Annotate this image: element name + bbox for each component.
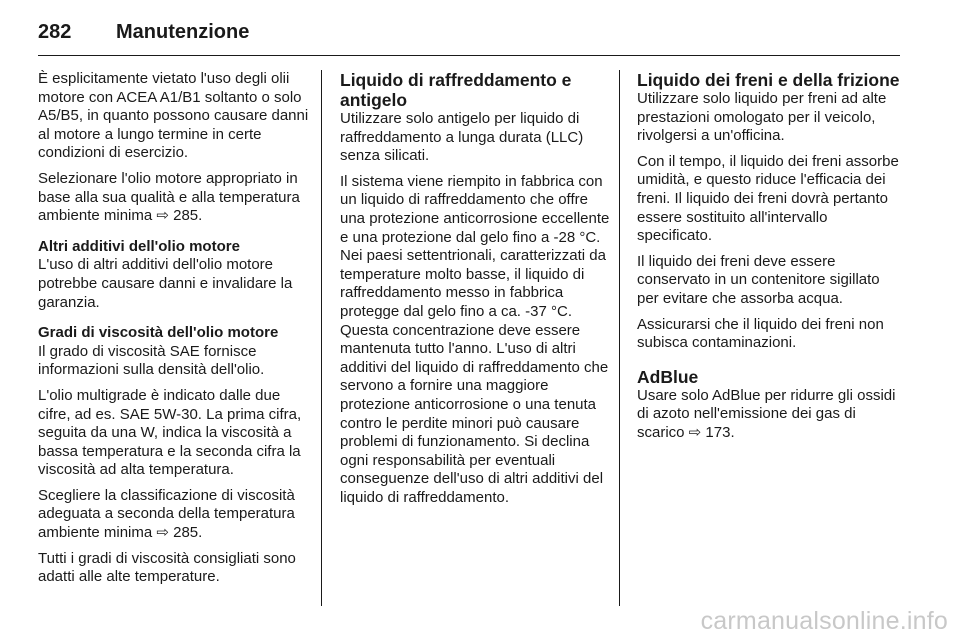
brake-fluid-heading: Liquido dei freni e della frizione (637, 70, 900, 90)
watermark: carmanualsonline.info (700, 607, 948, 635)
brake-fluid-paragraph-2: Con il tempo, il liquido dei freni assorbe umidità, e questo riduce l'efficacia dei freni. Il liquido dei freni dovrà pertanto essere sostituito all'intervallo specificato. (637, 152, 899, 245)
column-1 (38, 70, 310, 594)
additives-heading: Altri additivi dell'olio motore (38, 237, 240, 255)
brake-fluid-paragraph-1: Utilizzare solo liquido per freni ad alte prestazioni omologato per il veicolo, rivolgersi a un'officina. (637, 90, 887, 145)
column-2 (340, 70, 610, 514)
adblue-heading: AdBlue (637, 366, 699, 387)
column-divider-2 (619, 70, 620, 606)
column-divider-1 (321, 70, 322, 606)
coolant-heading: Liquido di raffreddamento e antigelo (340, 70, 572, 110)
adblue-paragraph: Usare solo AdBlue per ridurre gli ossidi di azoto nell'emissione dei gas di scarico ⇨ 173. (637, 386, 896, 441)
coolant-paragraph-2: Il sistema viene riempito in fabbrica con un liquido di raffreddamento che offre una protezione anticorrosione eccellente e una protezione dal gelo fino a -28 °C. Nei paesi settentrionali, caratterizzati da temperature molto basse, il liquido di raffreddamento messo in fabbrica protegge dal gelo fino a ca. -37 °C. Questa concentrazione deve essere mantenuta tutto l'anno. L'uso di altri additivi del liquido di raffreddamento che servono a fornire una maggiore protezione anticorrosione o una tenuta contro le perdite minori può causare problemi di funzionamento. Si declina ogni responsabilità per eventuali conseguenze dell'uso di altri additivi del liquido di raffreddamento. (340, 172, 610, 506)
viscosity-heading: Gradi di viscosità dell'olio motore (38, 324, 279, 342)
viscosity-paragraph-4: Tutti i gradi di viscosità consigliati sono adatti alle alte temperature. (38, 549, 296, 586)
viscosity-paragraph-3: Scegliere la classificazione di viscosità adeguata a seconda della temperatura ambiente minima ⇨ 285. (38, 486, 295, 542)
additives-paragraph: L'uso di altri additivi dell'olio motore potrebbe causare danni e invalidare la garanzia. (38, 256, 293, 311)
viscosity-paragraph-2: L'olio multigrade è indicato dalle due cifre, ad es. SAE 5W-30. La prima cifra, seguita da una W, indica la viscosità a bassa temperatura e la seconda cifra la viscosità ad alta temperatura. (38, 386, 302, 479)
viscosity-paragraph-1: Il grado di viscosità SAE fornisce informazioni sulla densità dell'olio. (38, 342, 265, 379)
coolant-paragraph-1: Utilizzare solo antigelo per liquido di raffreddamento a lunga durata (LLC) senza silicati. (340, 110, 584, 165)
oil-warning-paragraph: È esplicitamente vietato l'uso degli olii motore con ACEA A1/B1 soltanto o solo A5/B5, in quanto possono causare danni al motore a lungo termine in certe condizioni di esercizio. (38, 70, 309, 162)
page-header (38, 17, 249, 47)
page-title: Manutenzione (116, 20, 250, 43)
column-3 (637, 70, 905, 450)
header-divider (38, 55, 900, 56)
brake-fluid-paragraph-4: Assicurarsi che il liquido dei freni non subisca contaminazioni. (637, 315, 884, 352)
oil-selection-paragraph: Selezionare l'olio motore appropriato in base alla sua qualità e alla temperatura ambiente minima ⇨ 285. (38, 169, 300, 225)
brake-fluid-paragraph-3: Il liquido dei freni deve essere conservato in un contenitore sigillato per evitare che assorba acqua. (637, 252, 880, 307)
page-number: 282 (38, 20, 72, 43)
